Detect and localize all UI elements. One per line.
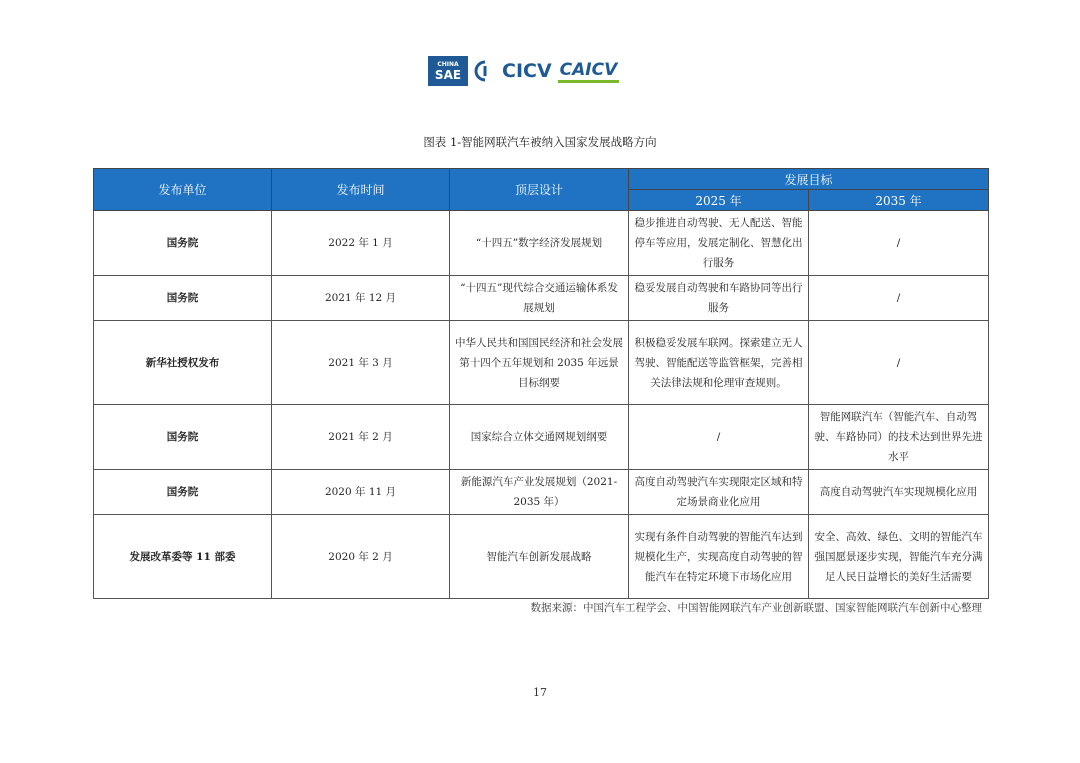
header-unit: 发布单位	[94, 169, 272, 211]
cell-goal-2035: 安全、高效、绿色、文明的智能汽车强国愿景逐步实现，智能汽车充分满足人民日益增长的美好生活需要	[809, 515, 989, 599]
table-row	[94, 321, 989, 405]
cell-unit: 国务院	[94, 211, 272, 276]
table-caption: 图表 1-智能网联汽车被纳入国家发展战略方向	[423, 135, 657, 149]
header-time: 发布时间	[272, 169, 450, 211]
cell-time: 2021 年 2 月	[272, 405, 450, 470]
caicv-logo: CAICV	[558, 60, 620, 83]
cell-design: 智能汽车创新发展战略	[450, 515, 629, 599]
cell-goal-2025: 实现有条件自动驾驶的智能汽车达到规模化生产，实现高度自动驾驶的智能汽车在特定环境下市场化应用	[629, 515, 809, 599]
header-design: 顶层设计	[450, 169, 629, 211]
cell-goal-2025: /	[629, 405, 809, 470]
header-logos	[428, 56, 619, 86]
cell-goal-2035: /	[809, 276, 989, 321]
cell-unit: 国务院	[94, 470, 272, 515]
cell-design: 国家综合立体交通网规划纲要	[450, 405, 629, 470]
cell-time: 2022 年 1 月	[272, 211, 450, 276]
sae-logo-top-text: CHINA	[437, 60, 459, 68]
cell-unit: 国务院	[94, 276, 272, 321]
cell-time: 2021 年 3 月	[272, 321, 450, 405]
cell-design: “十四五”数字经济发展规划	[450, 211, 629, 276]
cell-time: 2020 年 2 月	[272, 515, 450, 599]
cell-unit: 新华社授权发布	[94, 321, 272, 405]
cell-design: 新能源汽车产业发展规划（2021-2035 年）	[450, 470, 629, 515]
cell-goal-2035: 智能网联汽车（智能汽车、自动驾驶、车路协同）的技术达到世界先进水平	[809, 405, 989, 470]
data-source-note: 数据来源：中国汽车工程学会、中国智能网联汽车产业创新联盟、国家智能网联汽车创新中心整理	[530, 602, 982, 614]
cell-goal-2035: 高度自动驾驶汽车实现规模化应用	[809, 470, 989, 515]
cell-unit: 发展改革委等 11 部委	[94, 515, 272, 599]
header-goal: 发展目标	[629, 169, 989, 190]
header-goal-2025: 2025 年	[629, 190, 809, 211]
table-row	[94, 470, 989, 515]
cicv-mark-icon	[474, 60, 496, 82]
cell-goal-2025: 高度自动驾驶汽车实现限定区域和特定场景商业化应用	[629, 470, 809, 515]
sae-logo-bottom-text: SAE	[434, 67, 462, 82]
cell-time: 2020 年 11 月	[272, 470, 450, 515]
cicv-logo: CICV	[502, 60, 552, 82]
cell-goal-2025: 稳步推进自动驾驶、无人配送、智能停车等应用，发展定制化、智慧化出行服务	[629, 211, 809, 276]
table-row	[94, 276, 989, 321]
policy-table	[93, 168, 989, 599]
header-goal-2035: 2035 年	[809, 190, 989, 211]
table-row	[94, 211, 989, 276]
china-sae-logo	[428, 56, 468, 86]
cell-goal-2025: 稳妥发展自动驾驶和车路协同等出行服务	[629, 276, 809, 321]
cell-design: “十四五”现代综合交通运输体系发展规划	[450, 276, 629, 321]
cell-goal-2035: /	[809, 211, 989, 276]
cell-goal-2035: /	[809, 321, 989, 405]
cell-unit: 国务院	[94, 405, 272, 470]
table-row	[94, 515, 989, 599]
cell-goal-2025: 积极稳妥发展车联网。探索建立无人驾驶、智能配送等监管框架，完善相关法律法规和伦理审查规则。	[629, 321, 809, 405]
cell-time: 2021 年 12 月	[272, 276, 450, 321]
page-number: 17	[533, 686, 547, 699]
table-row	[94, 405, 989, 470]
cell-design: 中华人民共和国国民经济和社会发展第十四个五年规划和 2035 年远景目标纲要	[450, 321, 629, 405]
